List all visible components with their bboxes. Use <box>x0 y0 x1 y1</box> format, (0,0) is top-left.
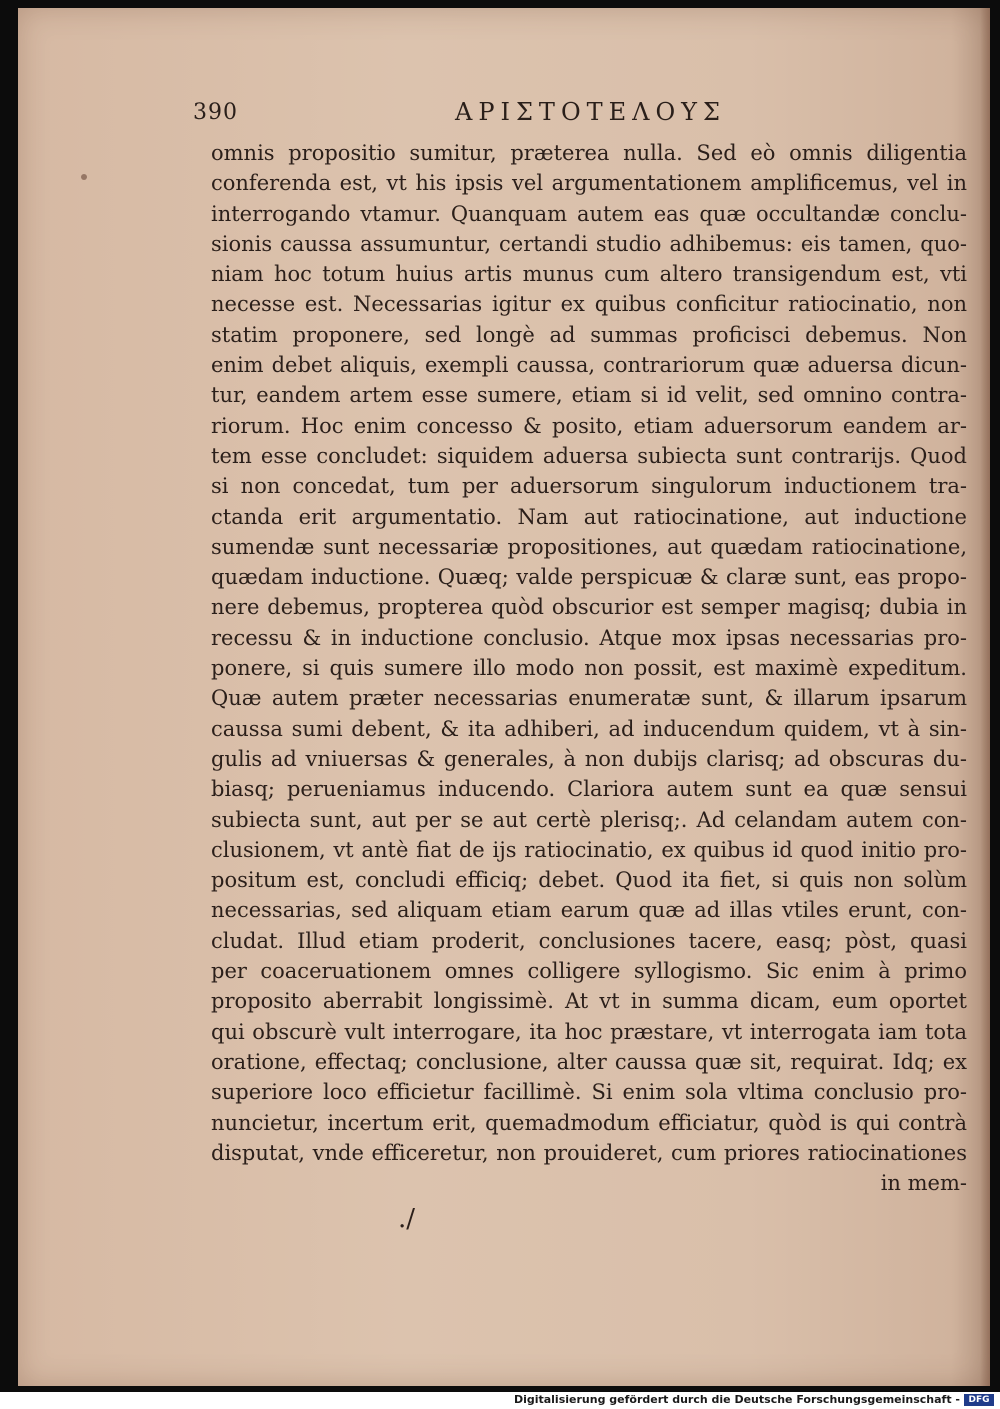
text-line: superiore loco efficietur facillimè. Si enim sola vltima conclusio pro- <box>211 1080 967 1105</box>
text-line: biasq; perueniamus inducendo. Clariora autem sunt ea quæ sensui <box>211 777 967 802</box>
text-line: tur, eandem artem esse sumere, etiam si id velit, sed omnino contra- <box>211 383 967 408</box>
text-line: per coaceruationem omnes colligere syllogismo. Sic enim à primo <box>211 959 967 984</box>
text-line: nere debemus, propterea quòd obscurior est semper magisq; dubia in <box>211 595 967 620</box>
text-line: oratione, effectaq; conclusione, alter caussa quæ sit, requirat. Idq; ex <box>211 1049 967 1074</box>
book-page <box>18 8 990 1386</box>
page-edge-shadow <box>980 8 990 1386</box>
text-line: ctanda erit argumentatio. Nam aut ratiocinatione, aut inductione <box>211 504 967 529</box>
margin-dot <box>81 174 87 180</box>
text-line: positum est, concludi efficiq; debet. Quod ita fiet, si quis non solùm <box>211 868 967 893</box>
text-line: niam hoc totum huius artis munus cum altero transigendum est, vti <box>211 262 967 287</box>
text-line: conferenda est, vt his ipsis vel argumentationem amplificemus, vel in <box>211 171 967 196</box>
text-line: necesse est. Necessarias igitur ex quibus conficitur ratiocinatio, non <box>211 292 967 317</box>
dfg-logo: DFG <box>964 1394 994 1406</box>
funding-credit: Digitalisierung gefördert durch die Deutsche Forschungsgemeinschaft - <box>513 1393 960 1406</box>
text-line: quædam inductione. Quæq; valde perspicuæ & claræ sunt, eas propo- <box>211 565 967 590</box>
text-line: disputat, vnde efficeretur, non prouideret, cum priores ratiocinationes <box>211 1140 967 1165</box>
body-text <box>211 138 967 1198</box>
text-line: sionis caussa assumuntur, certandi studio adhibemus: eis tamen, quo- <box>211 231 967 256</box>
text-line: enim debet aliquis, exempli caussa, contrariorum quæ aduersa dicun- <box>211 353 967 378</box>
catchword: in mem- <box>880 1171 967 1196</box>
text-line: ponere, si quis sumere illo modo non possit, est maximè expeditum. <box>211 656 967 681</box>
text-line: sumendæ sunt necessariæ propositiones, aut quædam ratiocinatione, <box>211 534 967 559</box>
page-number: 390 <box>193 100 238 125</box>
text-line: nuncietur, incertum erit, quemadmodum efficiatur, quòd is qui contrà <box>211 1110 967 1135</box>
text-line: caussa sumi debent, & ita adhiberi, ad inducendum quidem, vt à sin- <box>211 716 967 741</box>
text-line: statim proponere, sed longè ad summas proficisci debemus. Non <box>211 322 967 347</box>
text-line: proposito aberrabit longissimè. At vt in summa dicam, eum oportet <box>211 989 967 1014</box>
text-line: clusionem, vt antè fiat de ijs ratiocinatio, ex quibus id quod initio pro- <box>211 837 967 862</box>
running-title: ΑΡΙΣΤΟΤΕΛΟΥΣ <box>455 98 726 126</box>
footer-bar <box>0 1392 1000 1409</box>
running-head <box>193 100 803 134</box>
text-line: interrogando vtamur. Quanquam autem eas quæ occultandæ conclu- <box>211 201 967 226</box>
text-line: gulis ad vniuersas & generales, à non dubijs clarisq; ad obscuras du- <box>211 746 967 771</box>
text-line: si non concedat, tum per aduersorum singulorum inductionem tra- <box>211 474 967 499</box>
text-line: Quæ autem præter necessarias enumeratæ sunt, & illarum ipsarum <box>211 686 967 711</box>
text-line: necessarias, sed aliquam etiam earum quæ ad illas vtiles erunt, con- <box>211 898 967 923</box>
text-line: subiecta sunt, aut per se aut certè plerisq;. Ad celandam autem con- <box>211 807 967 832</box>
text-line: riorum. Hoc enim concesso & posito, etiam aduersorum eandem ar- <box>211 413 967 438</box>
marginal-ink-mark: ./ <box>398 1204 416 1234</box>
text-line: recessu & in inductione conclusio. Atque mox ipsas necessarias pro- <box>211 625 967 650</box>
text-line: tem esse concludet: siquidem aduersa subiecta sunt contrarijs. Quod <box>211 443 967 468</box>
text-line: cludat. Illud etiam proderit, conclusiones tacere, easq; pòst, quasi <box>211 928 967 953</box>
text-line: omnis propositio sumitur, præterea nulla. Sed eò omnis diligentia <box>211 141 967 165</box>
text-line: qui obscurè vult interrogare, ita hoc præstare, vt interrogata iam tota <box>211 1019 967 1044</box>
